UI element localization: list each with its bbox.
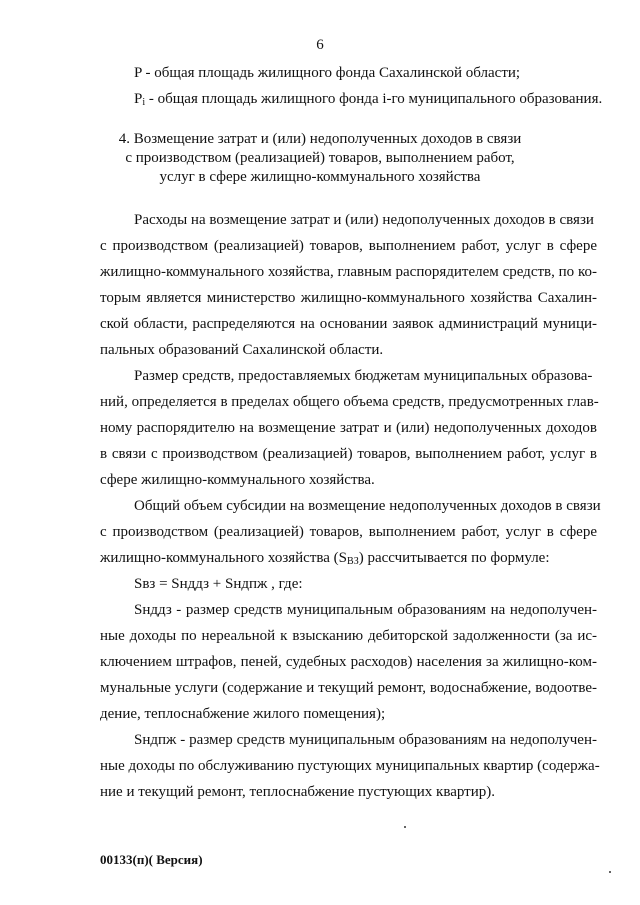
paragraph-5-line: ные доходы по обслуживанию пустующих муниципальных квартир (содержа- (100, 758, 600, 774)
definition-pi-subscript: i (142, 97, 146, 108)
paragraph-5-line: ние и текущий ремонт, теплоснабжение пустующих квартир). (100, 784, 496, 800)
paragraph-5-line: Sндпж - размер средств муниципальным образованиям на недополучен- (134, 732, 597, 748)
paragraph-1-line: ской области, распределяются на основании заявок администраций муници- (100, 316, 597, 332)
scan-speck (609, 871, 611, 873)
definition-pi (134, 90, 602, 112)
svz-subscript: ВЗ (347, 556, 359, 567)
paragraph-3-line: Общий объем субсидии на возмещение недополученных доходов в связи (134, 498, 601, 514)
paragraph-3-line: с производством (реализацией) товаров, выполнением работ, услуг в сфере (100, 524, 597, 540)
paragraph-3-text: жилищно-коммунального хозяйства (S (100, 550, 348, 566)
definition-p: P - общая площадь жилищного фонда Сахалинской области; (134, 65, 521, 81)
page-number: 6 (316, 37, 324, 53)
paragraph-1-line: пальных образований Сахалинской области. (100, 342, 384, 358)
definition-pi-text: - общая площадь жилищного фонда i-го муниципального образования. (145, 91, 603, 107)
paragraph-1-line: с производством (реализацией) товаров, выполнением работ, услуг в сфере (100, 238, 597, 254)
paragraph-3-line (100, 549, 550, 571)
paragraph-2-line: Размер средств, предоставляемых бюджетам муниципальных образова- (134, 368, 593, 384)
scan-speck (404, 826, 406, 828)
paragraph-4-line: ключением штрафов, пеней, судебных расходов) населения за жилищно-ком- (100, 654, 597, 670)
paragraph-2-line: в связи с производством (реализацией) товаров, выполнением работ, услуг в (100, 446, 597, 462)
paragraph-4-line: мунальные услуги (содержание и текущий ремонт, водоснабжение, водоотве- (100, 680, 597, 696)
section-heading-line-2: с производством (реализацией) товаров, выполнением работ, (125, 150, 515, 166)
paragraph-1-line: жилищно-коммунального хозяйства, главным распорядителем средств, по ко- (100, 264, 597, 280)
paragraph-2-line: ному распорядителю на возмещение затрат и (или) недополученных доходов (100, 420, 597, 436)
section-heading-line-3: услуг в сфере жилищно-коммунального хозяйства (159, 169, 481, 185)
definition-pi-symbol: P (134, 91, 143, 107)
paragraph-4-line: ные доходы по нереальной к взысканию дебиторской задолженности (за ис- (100, 628, 597, 644)
paragraph-2-line: сфере жилищно-коммунального хозяйства. (100, 472, 375, 488)
document-footer-code: 00133(п)( Версия) (100, 852, 203, 867)
paragraph-4-line: дение, теплоснабжение жилого помещения); (100, 706, 386, 722)
paragraph-2-line: ний, определяется в пределах общего объема средств, предусмотренных глав- (100, 394, 599, 410)
formula: Sвз = Sнддз + Sндпж , где: (134, 576, 303, 592)
paragraph-1-line: торым является министерство жилищно-коммунального хозяйства Сахалин- (100, 290, 597, 306)
paragraph-3-text: ) рассчитывается по формуле: (358, 550, 550, 566)
paragraph-4-line: Sнддз - размер средств муниципальным образованиям на недополучен- (134, 602, 597, 618)
section-heading-line-1: 4. Возмещение затрат и (или) недополученных доходов в связи (118, 131, 522, 147)
paragraph-1-line: Расходы на возмещение затрат и (или) недополученных доходов в связи (134, 212, 594, 228)
